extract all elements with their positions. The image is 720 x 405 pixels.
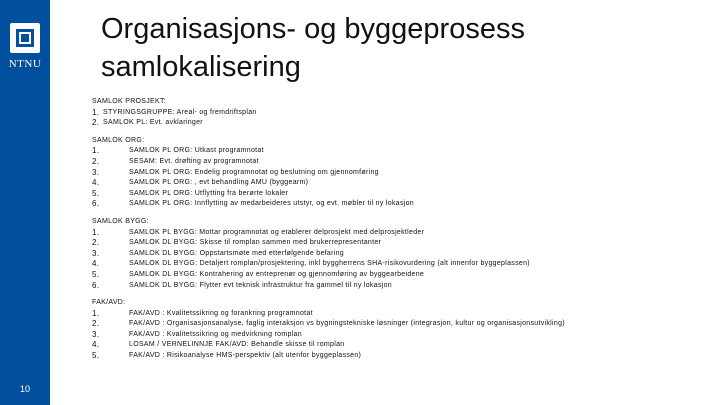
section-heading: FAK/AVD: — [92, 299, 126, 307]
list-item-text: SAMLOK PL ORG: Endelig programnotat og beslutning om gjennomføring — [129, 168, 379, 176]
list-item — [92, 118, 712, 129]
list-item-text: SAMLOK DL BYGG: Detaljert romplan/prosjektering, inkl byggherrens SHA-risikovurdering (alt innenfor byggeplassen) — [129, 260, 530, 268]
sidebar — [0, 0, 50, 405]
list-item — [92, 330, 712, 341]
section-samlok-prosjekt — [92, 97, 712, 129]
list-item-text: SAMLOK DL BYGG: Oppstartsmøte med etterfølgende befaring — [129, 249, 344, 257]
list-item-text: SAMLOK DL BYGG: Flytter evt teknisk infrastruktur fra gammel til ny lokasjon — [129, 281, 392, 289]
list-item — [92, 309, 712, 320]
list-item — [92, 351, 712, 362]
list-item-text: SAMLOK PL ORG: Innflytting av medarbeideres utstyr, og evt. møbler til ny lokasjon — [129, 200, 415, 208]
list-item — [92, 228, 712, 239]
list-item-number: 5. — [92, 351, 100, 361]
list-item-number: 5. — [92, 188, 100, 198]
list-item — [92, 199, 712, 210]
ntnu-logo-icon — [16, 29, 34, 47]
list-item — [92, 178, 712, 189]
list-item-number: 4. — [92, 340, 100, 350]
section-samlok-org — [92, 136, 712, 210]
list-item-number: 5. — [92, 269, 100, 279]
list-item-text: FAK/AVD : Organisasjonsanalyse, faglig interaksjon vs bygningstekniske løsninger (integrasjon, kultur og organisasjonsutvikling) — [129, 320, 565, 328]
slide-title — [101, 10, 701, 86]
list-item-text: SESAM: Evt. drøfting av programnotat — [129, 157, 259, 165]
list-item-text: STYRINGSGRUPPE: Areal- og fremdriftsplan — [103, 108, 257, 116]
ntnu-logo — [10, 23, 40, 53]
slide-title-line-2: samlokalisering — [101, 51, 301, 83]
section-samlok-bygg — [92, 217, 712, 291]
list-item — [92, 238, 712, 249]
list-item — [92, 157, 712, 168]
list-item — [92, 319, 712, 330]
list-item-text: SAMLOK PL ORG: , evt behandling AMU (byggearm) — [129, 179, 309, 187]
list-item-number: 2. — [92, 319, 100, 329]
section-fak-avd — [92, 298, 712, 362]
section-heading: SAMLOK BYGG: — [92, 217, 149, 225]
list-item — [92, 249, 712, 260]
list-item — [92, 259, 712, 270]
list-item-number: 6. — [92, 280, 100, 290]
list-item — [92, 189, 712, 200]
list-item-text: SAMLOK PL ORG: Utkast programnotat — [129, 147, 264, 155]
list-item-text: LOSAM / VERNELINNJE FAK/AVD: Behandle skisse til romplan — [129, 341, 345, 349]
list-item-text: SAMLOK PL BYGG: Mottar programnotat og etablerer delprosjekt med delprosjektleder — [129, 228, 425, 236]
list-item-text: FAK/AVD : Risikoanalyse HMS-perspektiv (alt utenfor byggeplassen) — [129, 352, 362, 360]
list-item-text: SAMLOK PL: Evt. avklaringer — [103, 119, 203, 127]
list-item-text: SAMLOK PL ORG: Utflytting fra berørte lokaler — [129, 189, 289, 197]
list-item-text: FAK/AVD : Kvalitetssikring og medvirkning romplan — [129, 330, 302, 338]
list-item-number: 2. — [92, 118, 100, 128]
slide-content — [92, 97, 712, 369]
list-item-text: SAMLOK DL BYGG: Kontrahering av entreprenør og gjennomføring av byggearbeidene — [129, 270, 425, 278]
list-item-number: 1. — [92, 308, 100, 318]
section-heading: SAMLOK ORG: — [92, 136, 145, 144]
list-item-number: 3. — [92, 248, 100, 258]
list-item-number: 3. — [92, 329, 100, 339]
list-item — [92, 340, 712, 351]
list-item-number: 4. — [92, 178, 100, 188]
list-item — [92, 108, 712, 119]
list-item-number: 4. — [92, 259, 100, 269]
section-heading: SAMLOK PROSJEKT: — [92, 98, 167, 105]
list-item — [92, 281, 712, 292]
list-item-text: SAMLOK DL BYGG: Skisse til romplan sammen med brukerrepresentanter — [129, 239, 382, 247]
list-item-number: 2. — [92, 156, 100, 166]
logo-text: NTNU — [8, 58, 42, 70]
slide-title-line-1: Organisasjons- og byggeprosess — [101, 13, 525, 45]
list-item-number: 1. — [92, 227, 100, 237]
list-item-text: FAK/AVD : Kvalitetssikring og forankring programnotat — [129, 309, 313, 317]
page-number: 10 — [19, 384, 30, 394]
list-item — [92, 146, 712, 157]
list-item-number: 3. — [92, 167, 100, 177]
list-item-number: 2. — [92, 238, 100, 248]
list-item — [92, 270, 712, 281]
list-item-number: 6. — [92, 199, 100, 209]
list-item-number: 1. — [92, 107, 100, 117]
list-item-number: 1. — [92, 146, 100, 156]
list-item — [92, 168, 712, 179]
